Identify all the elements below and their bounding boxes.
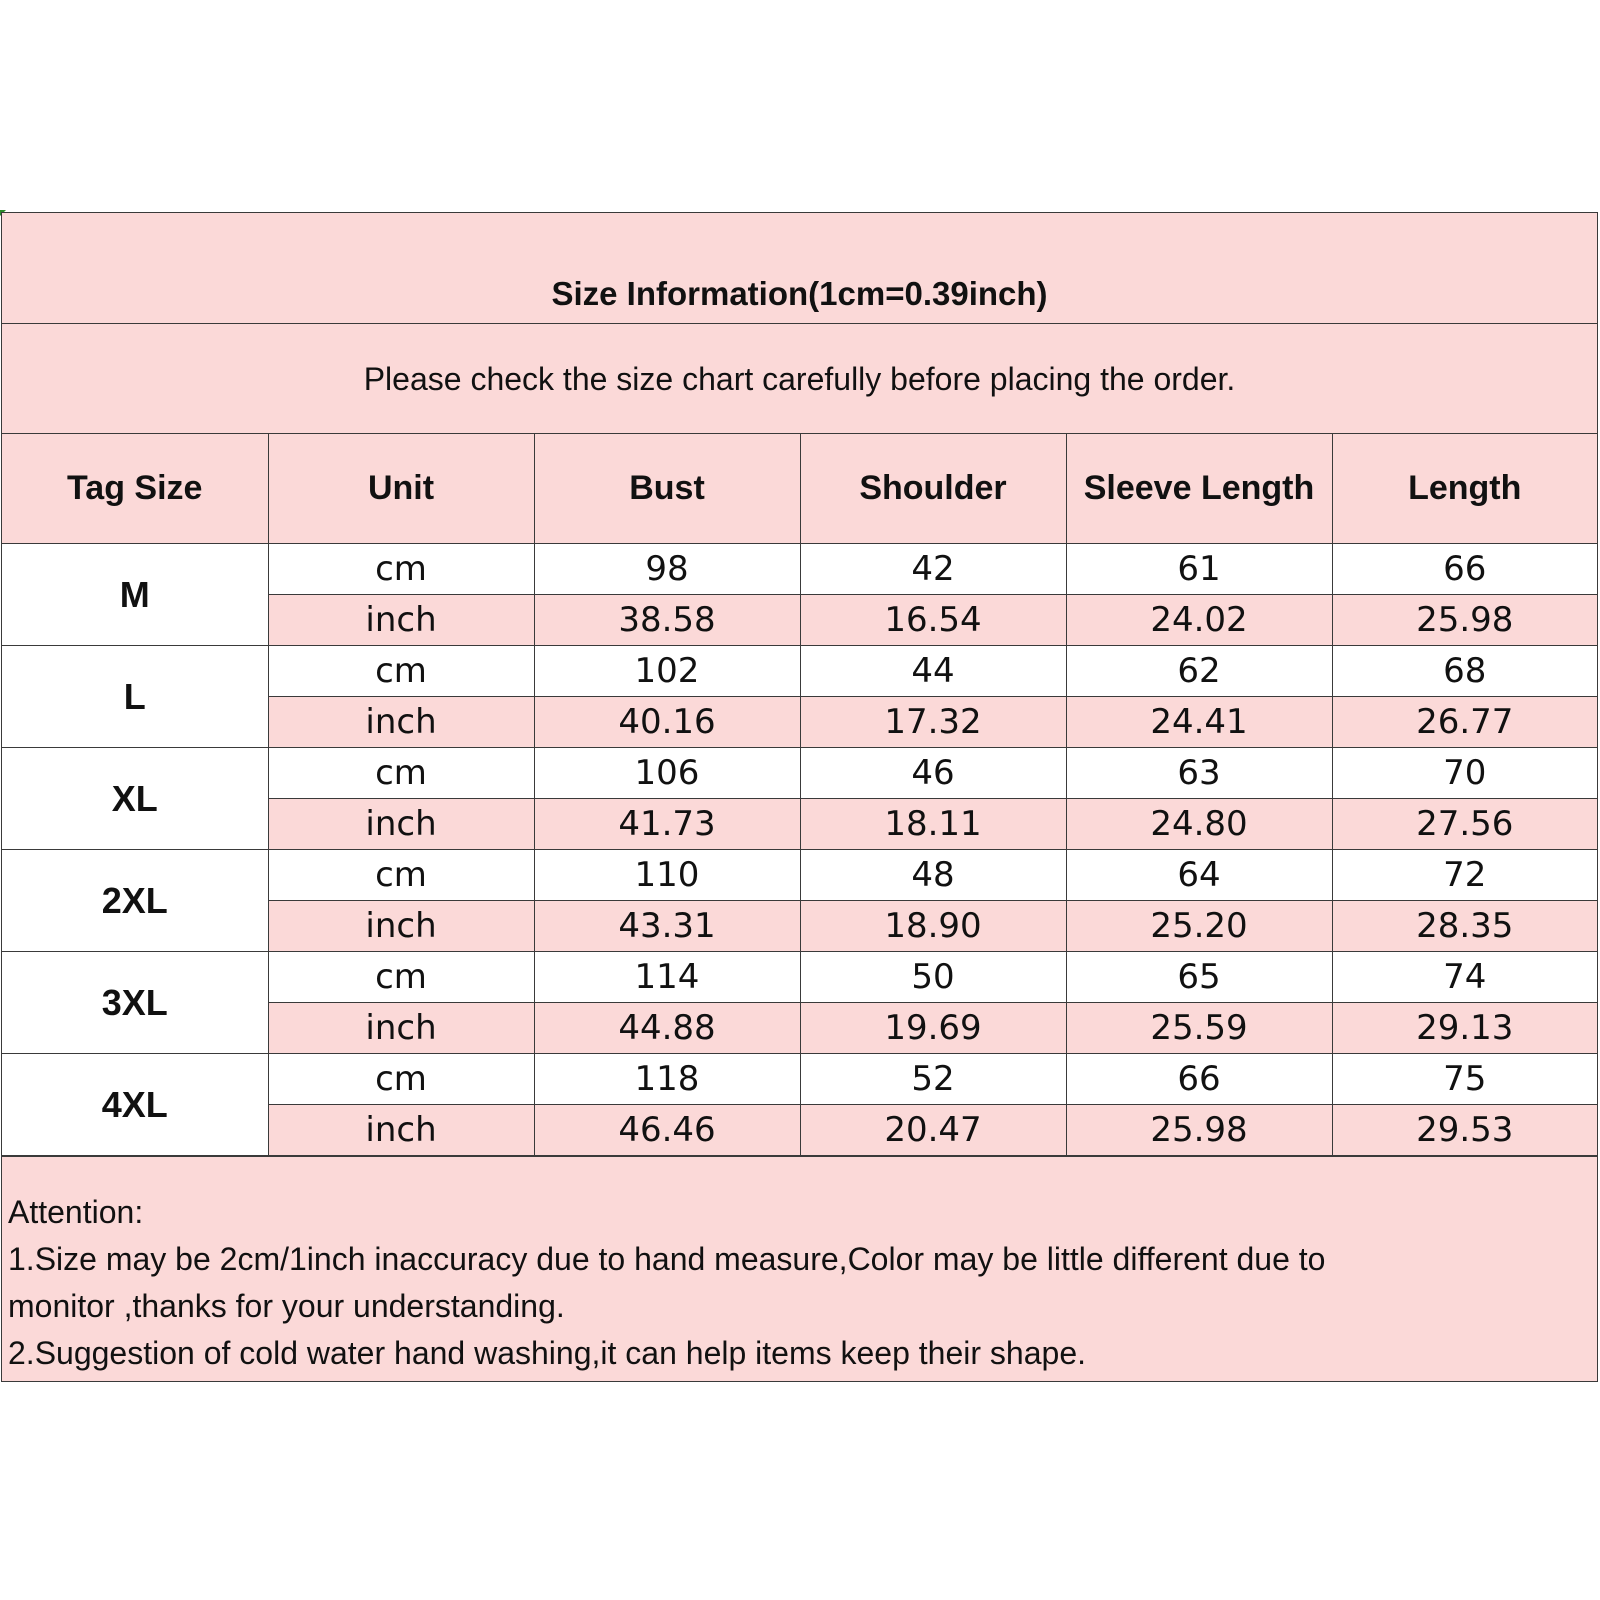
bust-cell: 40.16 (534, 697, 800, 748)
length-cell: 29.13 (1332, 1003, 1597, 1054)
sleeve-length-cell: 66 (1066, 1054, 1332, 1105)
shoulder-cell: 46 (800, 748, 1066, 799)
shoulder-cell: 52 (800, 1054, 1066, 1105)
unit-cell: cm (268, 1054, 534, 1105)
size-row-m-cm (2, 544, 1597, 595)
unit-cell: inch (268, 1003, 534, 1054)
chart-title: Size Information(1cm=0.39inch) (551, 275, 1048, 312)
unit-cell: cm (268, 748, 534, 799)
shoulder-cell: 18.90 (800, 901, 1066, 952)
shoulder-cell: 16.54 (800, 595, 1066, 646)
sleeve-length-cell: 24.80 (1066, 799, 1332, 850)
size-row-xl-cm (2, 748, 1597, 799)
shoulder-cell: 20.47 (800, 1105, 1066, 1156)
length-cell: 74 (1332, 952, 1597, 1003)
unit-cell: cm (268, 544, 534, 595)
length-cell: 70 (1332, 748, 1597, 799)
bust-cell: 102 (534, 646, 800, 697)
header-unit: Unit (268, 434, 534, 544)
unit-cell: cm (268, 646, 534, 697)
notes-line-1: 1.Size may be 2cm/1inch inaccuracy due to hand measure,Color may be little different due to (8, 1241, 1326, 1277)
shoulder-cell: 48 (800, 850, 1066, 901)
header-sleeve-length: Sleeve Length (1066, 434, 1332, 544)
sleeve-length-cell: 25.98 (1066, 1105, 1332, 1156)
size-row-l-cm (2, 646, 1597, 697)
sleeve-length-cell: 64 (1066, 850, 1332, 901)
sleeve-length-cell: 24.02 (1066, 595, 1332, 646)
length-cell: 72 (1332, 850, 1597, 901)
notes-line-3: 2.Suggestion of cold water hand washing,it can help items keep their shape. (8, 1335, 1086, 1371)
tag-size-cell: L (2, 646, 268, 748)
size-table-body (2, 544, 1597, 1156)
length-cell: 27.56 (1332, 799, 1597, 850)
bust-cell: 98 (534, 544, 800, 595)
shoulder-cell: 17.32 (800, 697, 1066, 748)
size-row-2xl-cm (2, 850, 1597, 901)
header-row (2, 434, 1597, 544)
length-cell: 68 (1332, 646, 1597, 697)
length-cell: 66 (1332, 544, 1597, 595)
title-row (2, 213, 1597, 324)
subtitle-row (2, 324, 1597, 434)
sleeve-length-cell: 63 (1066, 748, 1332, 799)
sleeve-length-cell: 25.20 (1066, 901, 1332, 952)
notes-heading: Attention: (8, 1194, 144, 1230)
header-tag-size: Tag Size (2, 434, 268, 544)
header-length: Length (1332, 434, 1597, 544)
tag-size-cell: 3XL (2, 952, 268, 1054)
length-cell: 25.98 (1332, 595, 1597, 646)
shoulder-cell: 19.69 (800, 1003, 1066, 1054)
bust-cell: 110 (534, 850, 800, 901)
size-chart (1, 212, 1598, 1382)
bust-cell: 118 (534, 1054, 800, 1105)
bust-cell: 114 (534, 952, 800, 1003)
sleeve-length-cell: 65 (1066, 952, 1332, 1003)
shoulder-cell: 42 (800, 544, 1066, 595)
bust-cell: 38.58 (534, 595, 800, 646)
tag-size-cell: 2XL (2, 850, 268, 952)
header-bust: Bust (534, 434, 800, 544)
bust-cell: 41.73 (534, 799, 800, 850)
header-shoulder: Shoulder (800, 434, 1066, 544)
length-cell: 29.53 (1332, 1105, 1597, 1156)
tag-size-cell: M (2, 544, 268, 646)
length-cell: 26.77 (1332, 697, 1597, 748)
shoulder-cell: 50 (800, 952, 1066, 1003)
unit-cell: cm (268, 952, 534, 1003)
unit-cell: inch (268, 901, 534, 952)
sleeve-length-cell: 25.59 (1066, 1003, 1332, 1054)
notes-line-2: monitor ,thanks for your understanding. (8, 1288, 565, 1324)
tag-size-cell: 4XL (2, 1054, 268, 1156)
length-cell: 75 (1332, 1054, 1597, 1105)
bust-cell: 106 (534, 748, 800, 799)
sleeve-length-cell: 24.41 (1066, 697, 1332, 748)
shoulder-cell: 18.11 (800, 799, 1066, 850)
unit-cell: inch (268, 1105, 534, 1156)
size-row-3xl-cm (2, 952, 1597, 1003)
unit-cell: cm (268, 850, 534, 901)
tag-size-cell: XL (2, 748, 268, 850)
size-row-4xl-cm (2, 1054, 1597, 1105)
bust-cell: 44.88 (534, 1003, 800, 1054)
sleeve-length-cell: 62 (1066, 646, 1332, 697)
bust-cell: 43.31 (534, 901, 800, 952)
size-table (2, 434, 1597, 1156)
chart-subtitle: Please check the size chart carefully before placing the order. (363, 361, 1236, 397)
bust-cell: 46.46 (534, 1105, 800, 1156)
length-cell: 28.35 (1332, 901, 1597, 952)
unit-cell: inch (268, 799, 534, 850)
shoulder-cell: 44 (800, 646, 1066, 697)
unit-cell: inch (268, 595, 534, 646)
attention-notes (2, 1156, 1597, 1381)
sleeve-length-cell: 61 (1066, 544, 1332, 595)
unit-cell: inch (268, 697, 534, 748)
